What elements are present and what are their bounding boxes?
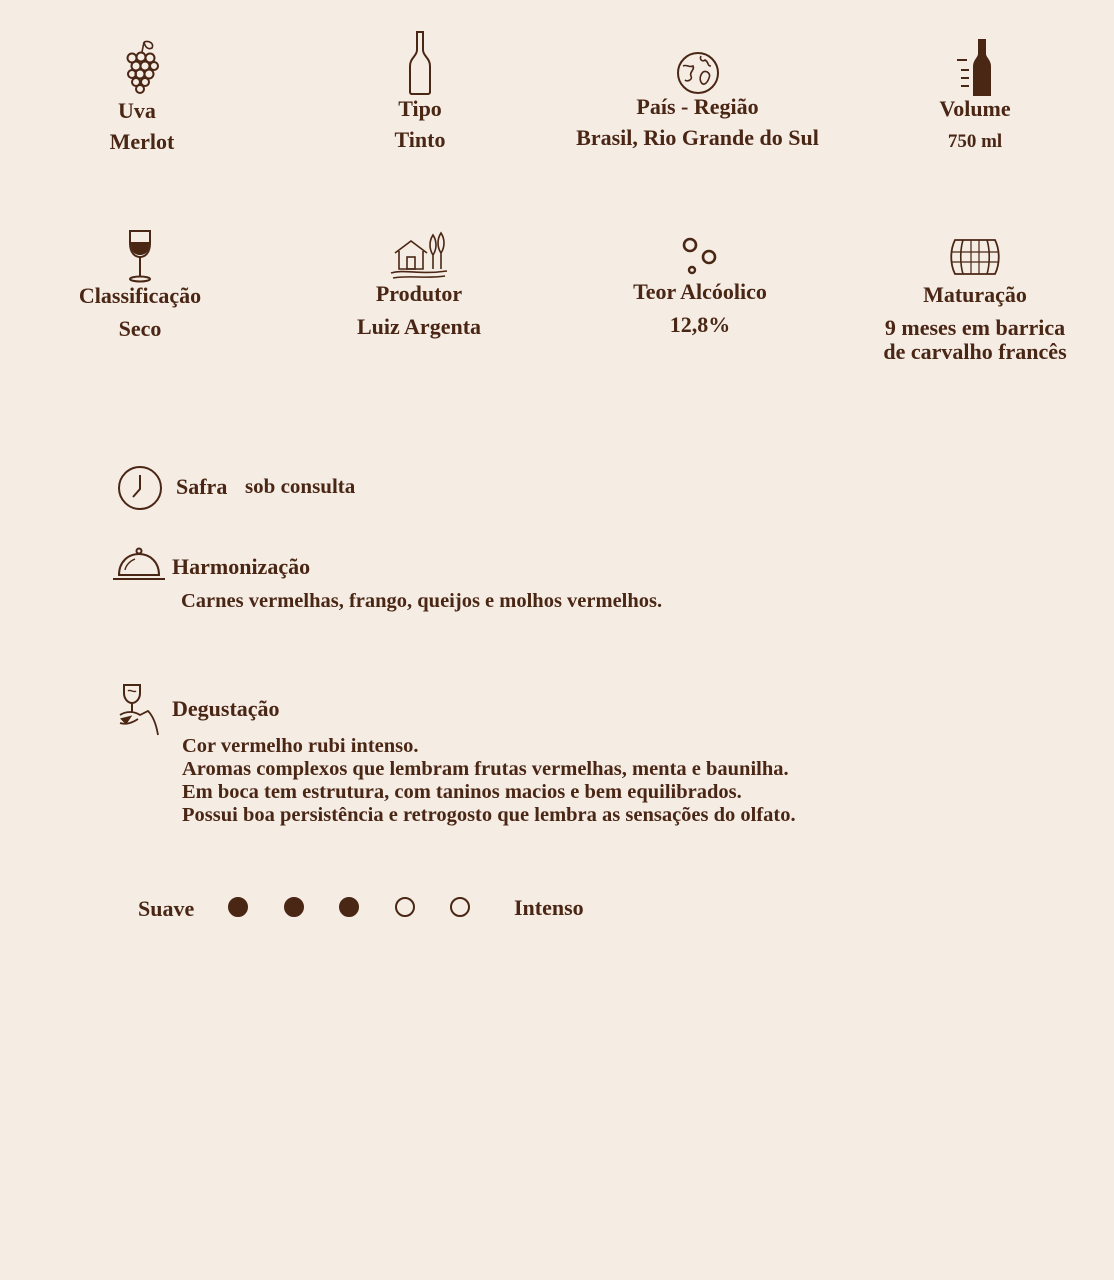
bubbles-icon [680,235,720,279]
spec-label: Uva [118,98,156,123]
spec-tipo [360,30,480,152]
degustacao-line: Possui boa persistência e retrogosto que lembra as sensações do olfato. [182,804,796,826]
degustacao-label: Degustação [172,696,280,721]
winery-icon [389,229,449,281]
safra-label: Safra [176,474,228,499]
spec-label: País - Região [636,94,759,119]
barrel-icon [949,236,1001,278]
spec-value: Tinto [394,127,446,152]
degustacao-text [182,735,796,827]
spec-maturacao [868,236,1082,364]
safra-value: sob consulta [245,474,356,498]
spec-label: Tipo [398,96,442,121]
spec-classificacao [70,229,210,341]
intensity-min-label: Suave [138,896,195,921]
spec-value: 750 ml [947,131,1003,152]
spec-pais-regiao [560,50,835,150]
spec-uva [78,38,206,154]
bottle-icon [408,30,432,96]
globe-icon [675,50,721,96]
harmonizacao-text: Carnes vermelhas, frango, queijos e molhos vermelhos. [181,590,663,612]
degustacao-line: Cor vermelho rubi intenso. [182,735,419,757]
degustacao-line: Aromas complexos que lembram frutas vermelhas, menta e baunilha. [182,758,789,780]
spec-value: Luiz Argenta [356,314,482,339]
spec-value-line-1: 9 meses em barrica [884,315,1066,340]
spec-label: Teor Alcóolico [633,279,767,304]
intensity-dot-filled [284,897,304,917]
spec-value: Seco [118,316,162,341]
spec-value: 12,8% [669,312,731,337]
harmonizacao-label: Harmonização [172,554,311,579]
bottle-volume-icon [955,38,995,98]
degustacao-line: Em boca tem estrutura, com taninos macios e bem equilibrados. [182,781,742,803]
spec-volume [915,38,1035,154]
wine-glass-icon [126,229,154,283]
spec-label: Volume [939,96,1011,121]
spec-label: Produtor [375,281,463,306]
grape-icon [122,38,162,96]
intensity-dot-filled [339,897,359,917]
intensity-dot-empty [395,897,415,917]
spec-produtor [345,229,493,339]
spec-value: Merlot [109,129,175,154]
intensity-dot-filled [228,897,248,917]
spec-value: Brasil, Rio Grande do Sul [576,125,819,150]
spec-label: Classificação [78,283,202,308]
spec-value-line-2: de carvalho francês [883,339,1067,364]
clock-icon [117,465,163,511]
spec-teor-alcoolico [620,235,780,337]
intensity-dot-empty [450,897,470,917]
tasting-icon [116,681,162,739]
intensity-max-label: Intenso [514,895,584,920]
cloche-icon [112,546,166,582]
spec-label: Maturação [923,282,1027,307]
